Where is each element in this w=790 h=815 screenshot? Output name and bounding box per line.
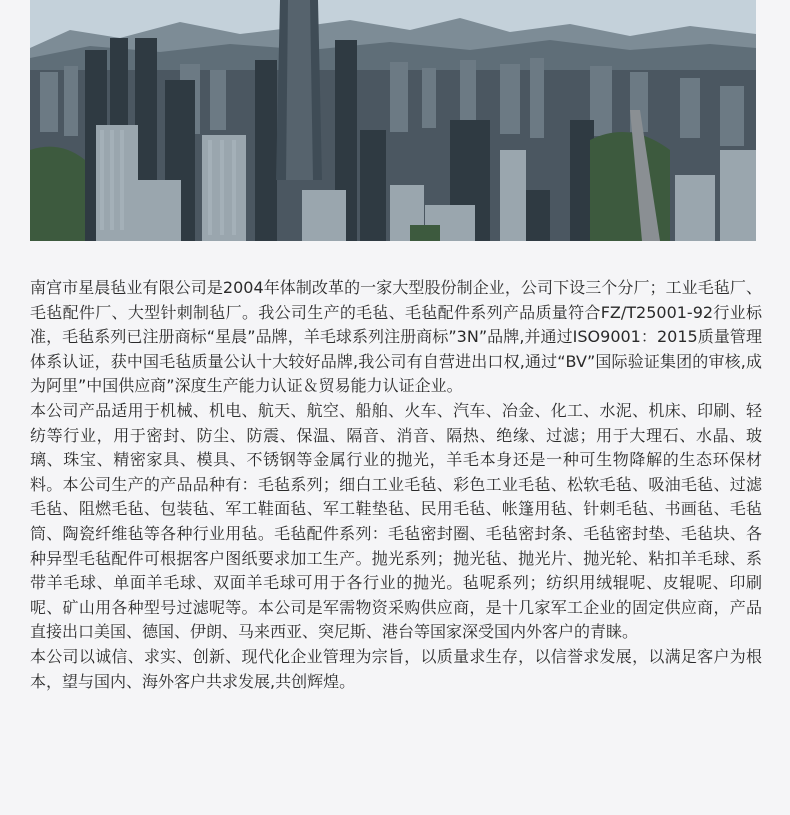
intro-paragraph: 南宫市星晨毡业有限公司是2004年体制改革的一家大型股份制企业，公司下设三个分厂；工业毛毡厂、毛毡配件厂、大型针刺制毡厂。我公司生产的毛毡、毛毡配件系列产品质量符合FZ/T25001-92行业标准，毛毡系列已注册商标“星晨”品牌，羊毛球系列注册商标”3N”品牌,并通过ISO9001：2015质量管理体系认证，获中国毛毡质量公认十大较好品牌,我公司有自营进出口权,通过“BV”国际验证集团的审核,成为阿里”中国供应商”深度生产能力认证＆贸易能力认证企业。: [30, 278, 762, 396]
company-intro: [30, 276, 762, 694]
city-skyline-icon: [30, 0, 756, 241]
intro-paragraph: 本公司以诚信、求实、创新、现代化企业管理为宗旨，以质量求生存，以信誉求发展，以满足客户为根本，望与国内、海外客户共求发展,共创辉煌。: [30, 646, 762, 691]
intro-paragraph: 本公司产品适用于机械、机电、航天、航空、船舶、火车、汽车、冶金、化工、水泥、机床、印刷、轻纺等行业，用于密封、防尘、防震、保温、隔音、消音、隔热、绝缘、过滤；用于大理石、水晶、玻璃、珠宝、精密家具、模具、不锈钢等金属行业的抛光，羊毛本身还是一种可生物降解的生态环保材料。本公司生产的产品品种有：毛毡系列；细白工业毛毡、彩色工业毛毡、松软毛毡、吸油毛毡、过滤毛毡、阻燃毛毡、包装毡、军工鞋面毡、军工鞋垫毡、民用毛毡、帐篷用毡、针刺毛毡、书画毡、毛毡筒、陶瓷纤维毡等各种行业用毡。毛毡配件系列：毛毡密封圈、毛毡密封条、毛毡密封垫、毛毡块、各种异型毛毡配件可根据客户图纸要求加工生产。抛光系列；抛光毡、抛光片、抛光轮、粘扣羊毛球、系带羊毛球、单面羊毛球、双面羊毛球可用于各行业的抛光。毡呢系列；纺织用绒辊呢、皮辊呢、印刷呢、矿山用各种型号过滤呢等。本公司是军需物资采购供应商，是十几家军工企业的固定供应商，产品直接出口美国、德国、伊朗、马来西亚、突尼斯、港台等国家深受国内外客户的青睐。: [30, 400, 762, 642]
hero-image: [30, 0, 756, 241]
